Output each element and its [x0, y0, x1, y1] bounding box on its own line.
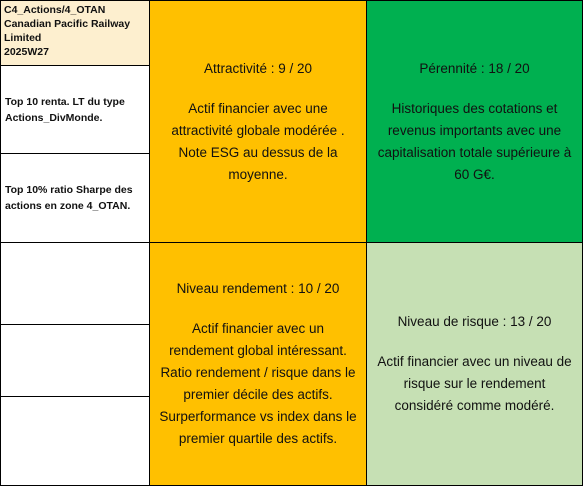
perennite-text: Historiques des cotations et revenus importants avec une capitalisation totale supérieure à 60 G€.: [377, 100, 572, 182]
note-sharpe: [0, 153, 150, 243]
asset-name-line2: Limited: [4, 32, 42, 44]
asset-name-line1: Canadian Pacific Railway: [4, 18, 131, 30]
week-label: 2025W27: [4, 46, 49, 58]
rendement-text: Actif financier avec un rendement global intéressant. Ratio rendement / risque dans le premier décile des actifs. Surperformance vs index dans le premier quartile des actifs.: [159, 321, 357, 446]
risque-title: Niveau de risque : 13 / 20: [397, 314, 552, 329]
perennite-title: Pérennité : 18 / 20: [419, 60, 530, 76]
asset-header: [0, 0, 150, 66]
category-label: C4_Actions/4_OTAN: [4, 4, 106, 16]
note-rentabilite-text: Top 10 renta. LT du type Actions_DivMonde.: [5, 95, 125, 124]
note-sharpe-text: Top 10% ratio Sharpe des actions en zone 4_OTAN.: [5, 184, 133, 212]
panel-perennite: [366, 0, 583, 243]
empty-cell-1: [0, 242, 150, 325]
panel-attractivite: [149, 0, 367, 243]
panel-risque: [366, 242, 583, 486]
risque-text: Actif financier avec un niveau de risque sur le rendement considéré comme modéré.: [377, 354, 572, 413]
attractivite-title: Attractivité : 9 / 20: [203, 60, 313, 76]
attractivite-text: Actif financier avec une attractivité globale modérée . Note ESG au dessus de la moyenne.: [171, 100, 345, 182]
rendement-title: Niveau rendement : 10 / 20: [176, 281, 340, 296]
note-rentabilite: [0, 65, 150, 154]
empty-cell-3: [0, 396, 150, 486]
panel-rendement: [149, 242, 367, 486]
empty-cell-2: [0, 324, 150, 397]
